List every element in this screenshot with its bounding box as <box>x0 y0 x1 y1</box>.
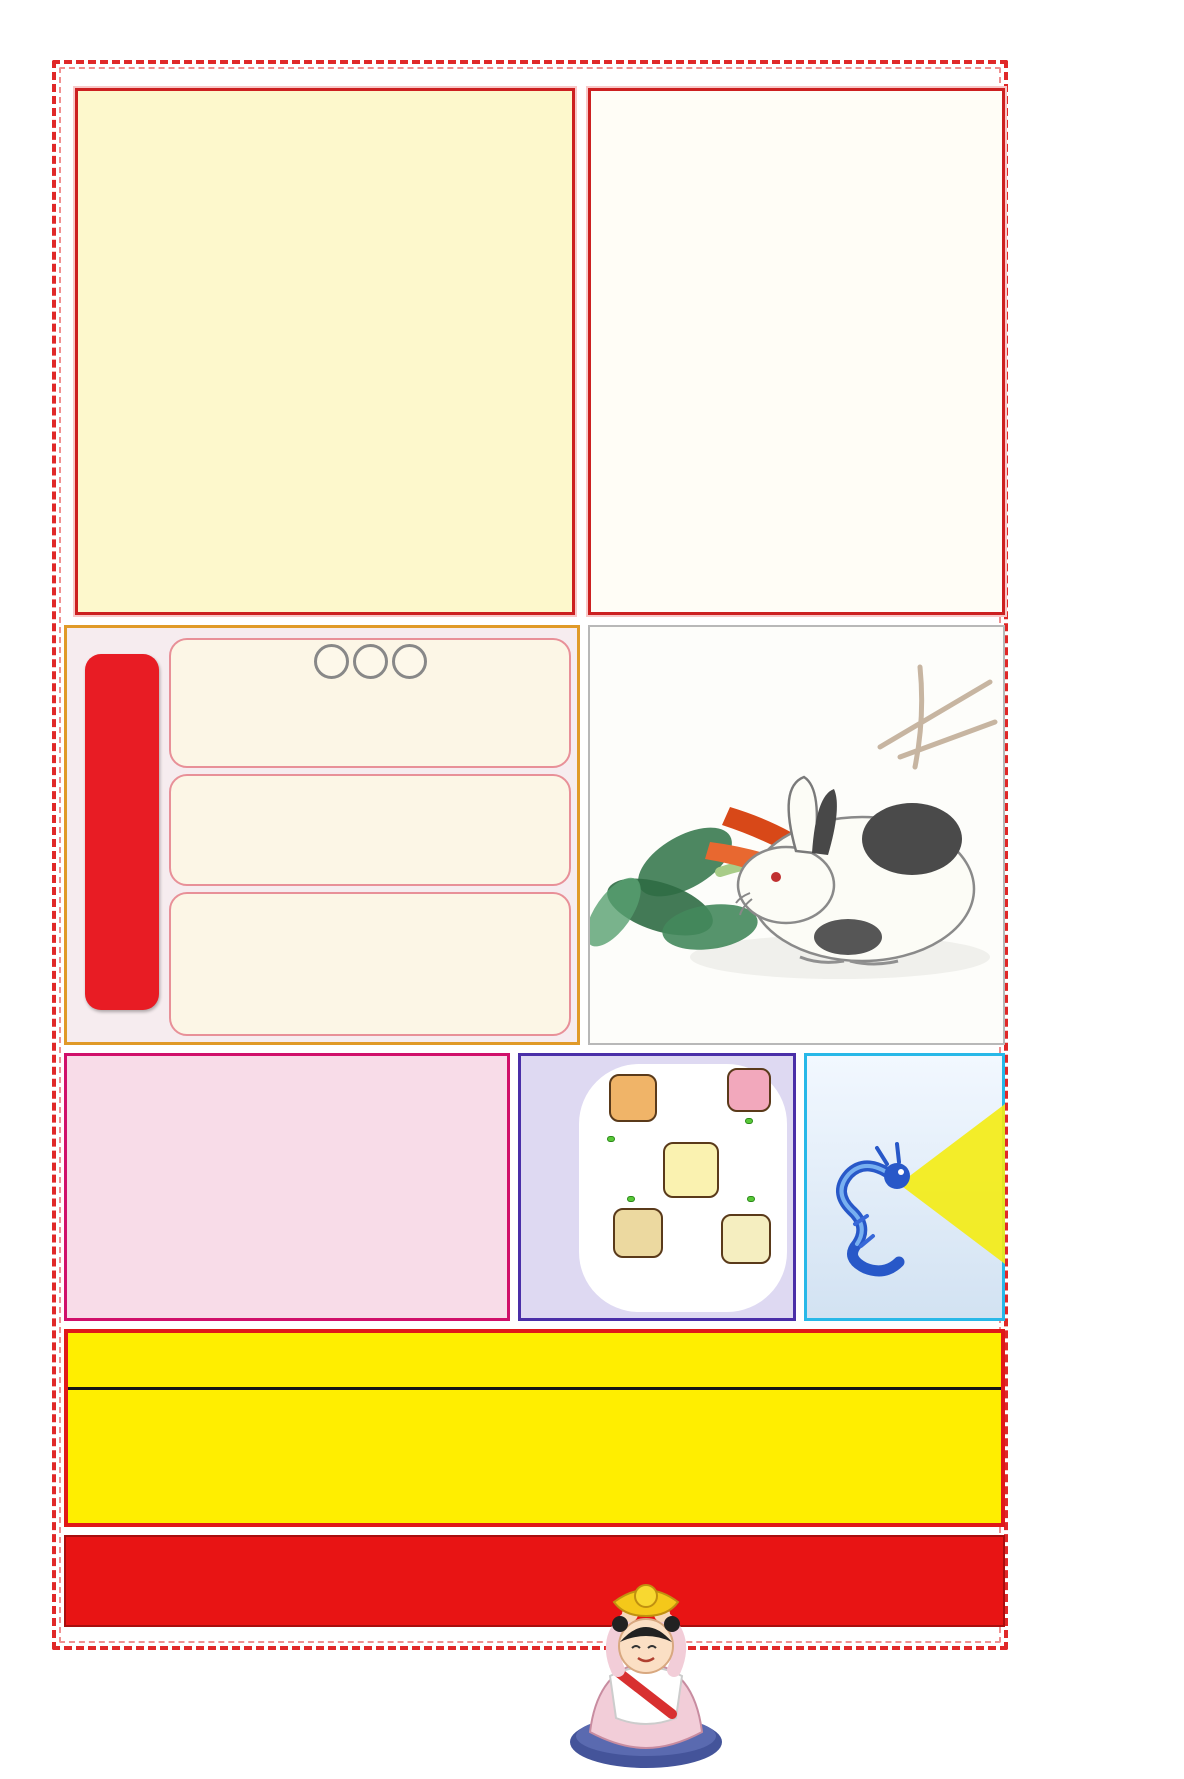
zodiac-poem-box <box>64 1053 510 1321</box>
left-dice-border <box>5 64 51 1644</box>
wave-section-1-heading <box>181 644 559 680</box>
relation-label-left <box>607 1136 615 1142</box>
rooster-tile <box>663 1142 719 1198</box>
zodiac-code-box <box>518 1053 796 1321</box>
top-dice-border <box>0 34 1184 60</box>
pearl-beam <box>899 1104 1005 1264</box>
number-circle <box>314 644 349 679</box>
zodiac-wheel <box>633 159 963 489</box>
monkey-tile <box>609 1074 657 1122</box>
child-figure <box>548 1546 744 1774</box>
rabbit-painting-box <box>588 625 1005 1045</box>
wave-side-banner <box>85 654 159 1010</box>
rabbit-painting <box>590 627 1003 1043</box>
number-circle <box>353 644 388 679</box>
recommend-columns <box>68 1387 1001 1523</box>
dragon-art <box>807 1086 1008 1291</box>
wave-section-1 <box>169 638 571 768</box>
gift-note <box>591 523 1002 525</box>
goat-tile <box>613 1208 663 1258</box>
wave-section-2 <box>169 774 571 886</box>
number-circle <box>392 644 427 679</box>
recommend-box <box>64 1329 1005 1527</box>
tiger-tile <box>721 1214 771 1264</box>
relation-label-bottom-right <box>747 1196 755 1202</box>
treasure-poem-box <box>75 88 575 615</box>
snake-tile <box>727 1068 771 1112</box>
footer-banner <box>64 1535 1005 1627</box>
zodiac-bagua-box <box>588 88 1005 615</box>
relation-label-top-right <box>745 1118 753 1124</box>
dragon-pearl-box <box>804 1053 1005 1321</box>
child-wave-box <box>64 625 580 1045</box>
right-inner-dice-border <box>1012 64 1056 1644</box>
wave-section-3 <box>169 892 571 1036</box>
relation-label-bottom-left <box>627 1196 635 1202</box>
right-outer-dice-border <box>1130 64 1178 1644</box>
recommend-title <box>68 1333 1001 1387</box>
